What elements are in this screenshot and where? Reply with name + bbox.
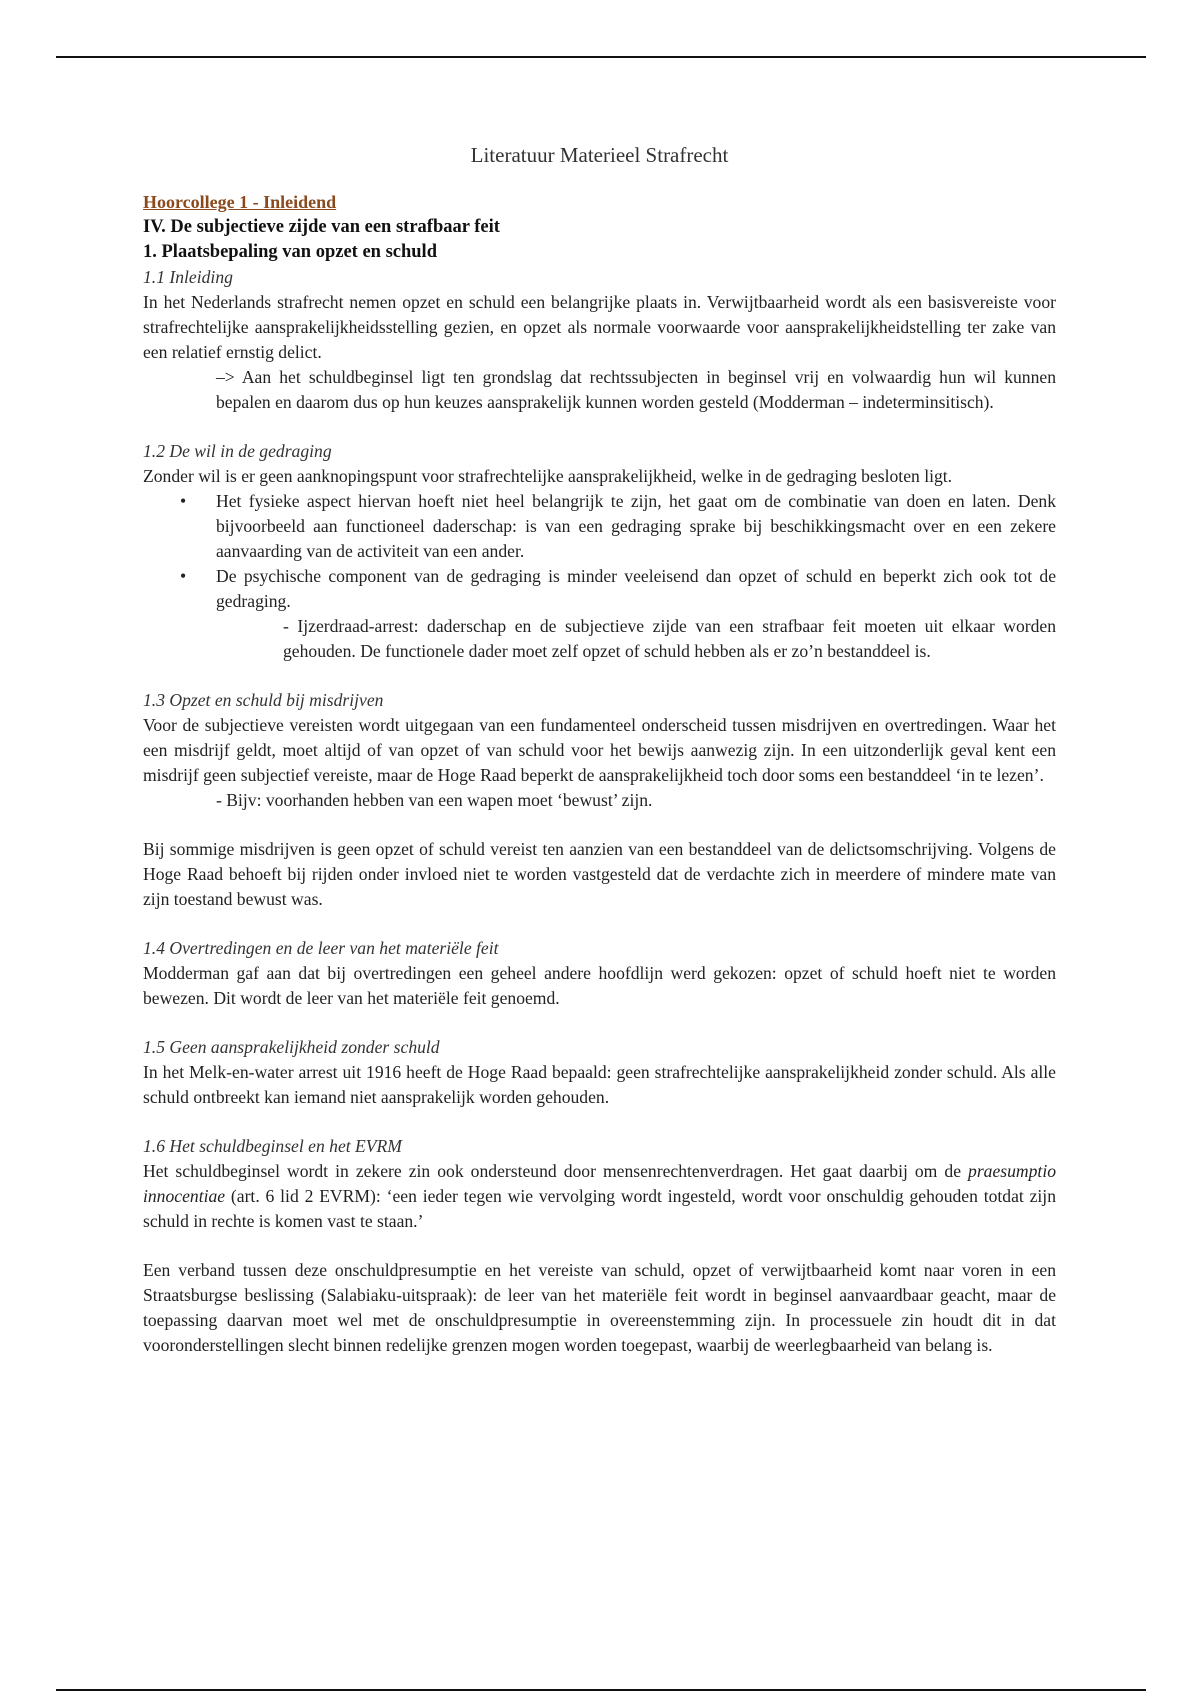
- paragraph-1-6-part-1: Het schuldbeginsel wordt in zekere zin ook ondersteund door mensenrechtenverdragen. Het gaat daarbij om de: [143, 1161, 969, 1181]
- paragraph-1-1: In het Nederlands strafrecht nemen opzet en schuld een belangrijke plaats in. Verwijtbaarheid wordt als een basisvereiste voor strafrechtelijke aansprakelijkheidsstelling gezien, en opzet als normale voorwaarde voor aansprakelijkheidstelling ter zake van een relatief ernstig delict.: [143, 292, 1056, 362]
- note-1-1: –> Aan het schuldbeginsel ligt ten grondslag dat rechtssubjecten in beginsel vrij en volwaardig hun wil kunnen bepalen en daarom dus op hun keuzes aansprakelijk kunnen worden gesteld (Modderman – indeterminsitisch).: [216, 367, 1056, 412]
- list-item: [143, 489, 1056, 564]
- subsection-heading-1-6: 1.6 Het schuldbeginsel en het EVRM: [143, 1136, 402, 1156]
- subsection-heading-1-5: 1.5 Geen aansprakelijkheid zonder schuld: [143, 1037, 440, 1057]
- bullet-icon: •: [180, 566, 187, 586]
- paragraph-1-3: Voor de subjectieve vereisten wordt uitgegaan van een fundamenteel onderscheid tussen misdrijven en overtredingen. Waar het een misdrijf geldt, moet altijd of van opzet of van schuld voor het bewijs aanwezig zijn. In een uitzonderlijk geval kent een misdrijf geen subjectief vereiste, maar de Hoge Raad beperkt de aansprakelijkheid toch door soms een bestanddeel ‘in te lezen’.: [143, 715, 1056, 785]
- paragraph-1-2: Zonder wil is er geen aanknopingspunt voor strafrechtelijke aansprakelijkheid, welke in de gedraging besloten ligt.: [143, 466, 953, 486]
- paragraph-1-6-part-2: (art. 6 lid 2 EVRM): ‘een ieder tegen wie vervolging wordt ingesteld, wordt voor onschuldig gehouden totdat zijn schuld in rechte is komen vast te staan.’: [143, 1186, 1056, 1231]
- paragraph-1-4: Modderman gaf aan dat bij overtredingen een geheel andere hoofdlijn werd gekozen: opzet of schuld hoeft niet te worden bewezen. Dit wordt de leer van het materiële feit genoemd.: [143, 963, 1056, 1008]
- chapter-heading: IV. De subjectieve zijde van een strafbaar feit: [143, 217, 500, 237]
- paragraph-1-6-b: Een verband tussen deze onschuldpresumptie en het vereiste van schuld, opzet of verwijtbaarheid komt naar voren in een Straatsburgse beslissing (Salabiaku-uitspraak): de leer van het materiële feit wordt in beginsel aanvaardbaar geacht, maar de toepassing daarvan moet wel met de onschuldpresumptie in overeenstemming zijn. In processuele zin houdt dit in dat vooronderstellingen slecht binnen redelijke grenzen mogen worden toegepast, waarbij de weerlegbaarheid van belang is.: [143, 1260, 1056, 1355]
- subsection-heading-1-1: 1.1 Inleiding: [143, 267, 233, 287]
- sub-note-1-2: - Ijzerdraad-arrest: daderschap en de subjectieve zijde van een strafbaar feit moeten uit elkaar worden gehouden. De functionele dader moet zelf opzet of schuld hebben als er zo’n bestanddeel is.: [283, 616, 1056, 661]
- section-heading: 1. Plaatsbepaling van opzet en schuld: [143, 242, 437, 262]
- paragraph-1-5: In het Melk-en-water arrest uit 1916 heeft de Hoge Raad bepaald: geen strafrechtelijke aansprakelijkheid zonder schuld. Als alle schuld ontbreekt kan iemand niet aansprakelijk worden gehouden.: [143, 1062, 1056, 1107]
- subsection-heading-1-4: 1.4 Overtredingen en de leer van het materiële feit: [143, 938, 499, 958]
- bottom-rule: [56, 1689, 1146, 1691]
- bullet-icon: •: [180, 491, 187, 511]
- subsection-heading-1-3: 1.3 Opzet en schuld bij misdrijven: [143, 690, 384, 710]
- paragraph-1-6: [143, 1159, 1056, 1234]
- bullet-list-1-2: [143, 489, 1056, 614]
- document-page: [143, 140, 1056, 1358]
- list-item-text: De psychische component van de gedraging is minder veeleisend dan opzet of schuld en beperkt zich ook tot de gedraging.: [216, 566, 1056, 611]
- subsection-heading-1-2: 1.2 De wil in de gedraging: [143, 441, 332, 461]
- note-1-3: - Bijv: voorhanden hebben van een wapen moet ‘bewust’ zijn.: [216, 790, 653, 810]
- latin-term: praesumptio innocentiae: [143, 1161, 1056, 1206]
- list-item-text: Het fysieke aspect hiervan hoeft niet heel belangrijk te zijn, het gaat om de combinatie van doen en laten. Denk bijvoorbeeld aan functioneel daderschap: is van een gedraging sprake bij beschikkingsmacht over en een zekere aanvaarding van de activiteit van een ander.: [216, 491, 1056, 561]
- lecture-heading: Hoorcollege 1 - Inleidend: [143, 192, 337, 212]
- paragraph-1-3-b: Bij sommige misdrijven is geen opzet of schuld vereist ten aanzien van een bestanddeel van de delictsomschrijving. Volgens de Hoge Raad behoeft bij rijden onder invloed niet te worden vastgesteld dat de verdachte zich in meerdere of mindere mate van zijn toestand bewust was.: [143, 839, 1056, 909]
- top-rule: [56, 56, 1146, 58]
- document-title: Literatuur Materieel Strafrecht: [470, 143, 729, 167]
- list-item: [143, 564, 1056, 614]
